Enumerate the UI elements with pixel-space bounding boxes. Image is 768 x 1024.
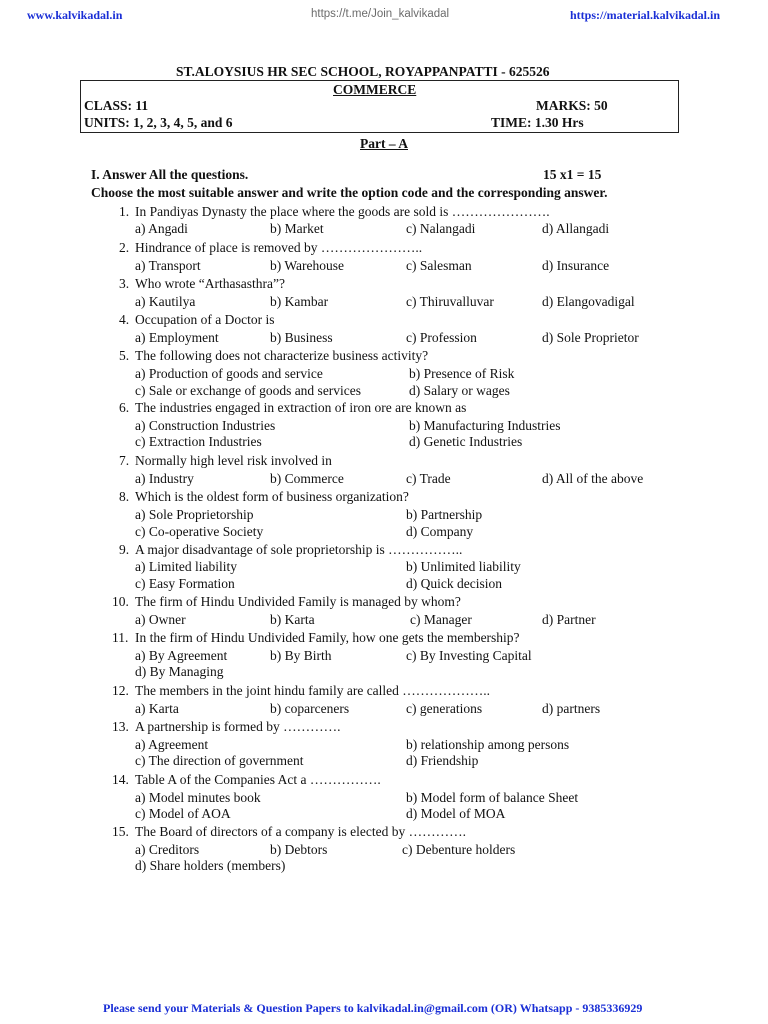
sub-instruction: Choose the most suitable answer and write the option code and the corresponding answer. — [91, 185, 608, 200]
question-number: 5. — [119, 348, 130, 363]
answer-option: b) Partnership — [406, 507, 483, 522]
answer-option: a) Transport — [135, 258, 201, 273]
answer-option: c) Model of AOA — [135, 806, 231, 821]
answer-option: a) Employment — [135, 330, 219, 345]
footer-note: Please send your Materials & Question Papers to kalvikadal.in@gmail.com (OR) Whatsapp - 9385336929 — [103, 1001, 643, 1015]
answer-option: a) By Agreement — [135, 648, 228, 663]
question-text: The Board of directors of a company is elected by …………. — [135, 824, 467, 839]
answer-option: a) Limited liability — [135, 559, 237, 574]
answer-option: b) Warehouse — [270, 258, 345, 273]
question-number: 11. — [112, 630, 129, 645]
answer-option: b) Kambar — [270, 294, 329, 309]
question-number: 3. — [119, 276, 130, 291]
question-number: 4. — [119, 312, 130, 327]
answer-option: b) Market — [270, 221, 324, 236]
question-text: In the firm of Hindu Undivided Family, how one gets the membership? — [135, 630, 520, 645]
answer-option: d) Company — [406, 524, 474, 539]
answer-option: a) Industry — [135, 471, 194, 486]
section-instruction: I. Answer All the questions. — [91, 167, 249, 182]
question-text: The members in the joint hindu family are called ……………….. — [135, 683, 491, 698]
question-text: Occupation of a Doctor is — [135, 312, 275, 327]
question-text: Table A of the Companies Act a ……………. — [135, 772, 381, 787]
answer-option: c) generations — [406, 701, 483, 716]
answer-option: b) Manufacturing Industries — [409, 418, 561, 433]
time-label: TIME: 1.30 Hrs — [491, 115, 584, 130]
question-number: 13. — [112, 719, 129, 734]
header-center-link[interactable]: https://t.me/Join_kalvikadal — [311, 8, 450, 20]
question-text: Which is the oldest form of business organization? — [135, 489, 409, 504]
section-marks: 15 x1 = 15 — [543, 167, 602, 182]
question-text: A major disadvantage of sole proprietorship is …………….. — [135, 542, 463, 557]
subject-title — [333, 82, 416, 98]
answer-option: d) By Managing — [135, 664, 224, 679]
answer-option: d) Elangovadigal — [542, 294, 635, 309]
answer-option: b) Business — [270, 330, 333, 345]
answer-option: a) Angadi — [135, 221, 188, 236]
answer-option: d) Friendship — [406, 753, 479, 768]
question-number: 10. — [112, 594, 129, 609]
answer-option: d) Partner — [542, 612, 596, 627]
answer-option: d) Salary or wages — [409, 383, 510, 398]
answer-option: c) Debenture holders — [402, 842, 516, 857]
answer-option: c) Thiruvalluvar — [406, 294, 494, 309]
answer-option: c) Nalangadi — [406, 221, 476, 236]
answer-option: d) Sole Proprietor — [542, 330, 639, 345]
answer-option: d) All of the above — [542, 471, 644, 486]
marks-label: MARKS: 50 — [536, 98, 608, 113]
answer-option: d) Quick decision — [406, 576, 502, 591]
answer-option: a) Creditors — [135, 842, 200, 857]
answer-option: a) Model minutes book — [135, 790, 261, 805]
question-text: In Pandiyas Dynasty the place where the goods are sold is …………………. — [135, 204, 550, 219]
answer-option: c) Sale or exchange of goods and services — [135, 383, 362, 398]
answer-option: b) coparceners — [270, 701, 350, 716]
question-number: 1. — [119, 204, 130, 219]
answer-option: c) Easy Formation — [135, 576, 235, 591]
answer-option: a) Agreement — [135, 737, 209, 752]
question-number: 6. — [119, 400, 130, 415]
answer-option: a) Production of goods and service — [135, 366, 323, 381]
answer-option: a) Kautilya — [135, 294, 196, 309]
answer-option: b) By Birth — [270, 648, 332, 663]
question-text: A partnership is formed by …………. — [135, 719, 341, 734]
question-number: 12. — [112, 683, 129, 698]
answer-option: a) Sole Proprietorship — [135, 507, 254, 522]
part-heading — [360, 136, 408, 152]
units-label: UNITS: 1, 2, 3, 4, 5, and 6 — [84, 115, 233, 130]
question-text: Normally high level risk involved in — [135, 453, 332, 468]
header-right-link[interactable]: https://material.kalvikadal.in — [570, 8, 721, 22]
question-number: 7. — [119, 453, 130, 468]
answer-option: a) Karta — [135, 701, 179, 716]
answer-option: d) Genetic Industries — [409, 434, 523, 449]
answer-option: d) Share holders (members) — [135, 858, 286, 873]
answer-option: b) Commerce — [270, 471, 344, 486]
answer-option: d) Allangadi — [542, 221, 610, 236]
answer-option: b) Karta — [270, 612, 315, 627]
answer-option: c) Trade — [406, 471, 451, 486]
question-text: The firm of Hindu Undivided Family is managed by whom? — [135, 594, 461, 609]
question-text: The following does not characterize business activity? — [135, 348, 429, 363]
question-number: 2. — [119, 240, 130, 255]
question-text: Who wrote “Arthasasthra”? — [135, 276, 285, 291]
header-left-link[interactable]: www.kalvikadal.in — [27, 8, 123, 22]
class-label: CLASS: 11 — [84, 98, 149, 113]
question-text: Hindrance of place is removed by ………………….. — [135, 240, 423, 255]
answer-option: d) partners — [542, 701, 601, 716]
answer-option: a) Construction Industries — [135, 418, 276, 433]
answer-option: c) Salesman — [406, 258, 472, 273]
question-number: 8. — [119, 489, 130, 504]
answer-option: b) relationship among persons — [406, 737, 570, 752]
answer-option: b) Debtors — [270, 842, 328, 857]
question-number: 15. — [112, 824, 129, 839]
answer-option: a) Owner — [135, 612, 186, 627]
answer-option: b) Unlimited liability — [406, 559, 521, 574]
answer-option: c) Extraction Industries — [135, 434, 262, 449]
answer-option: b) Model form of balance Sheet — [406, 790, 579, 805]
answer-option: b) Presence of Risk — [409, 366, 515, 381]
subject-text: COMMERCE — [333, 82, 417, 97]
part-text: Part – A — [360, 136, 408, 151]
answer-option: d) Insurance — [542, 258, 610, 273]
school-name: ST.ALOYSIUS HR SEC SCHOOL, ROYAPPANPATTI - 625526 — [176, 64, 550, 79]
answer-option: c) Profession — [406, 330, 477, 345]
answer-option: c) Co-operative Society — [135, 524, 264, 539]
question-number: 14. — [112, 772, 129, 787]
question-text: The industries engaged in extraction of iron ore are known as — [135, 400, 467, 415]
answer-option: c) By Investing Capital — [406, 648, 532, 663]
answer-option: c) Manager — [410, 612, 472, 627]
answer-option: c) The direction of government — [135, 753, 304, 768]
question-number: 9. — [119, 542, 130, 557]
answer-option: d) Model of MOA — [406, 806, 506, 821]
